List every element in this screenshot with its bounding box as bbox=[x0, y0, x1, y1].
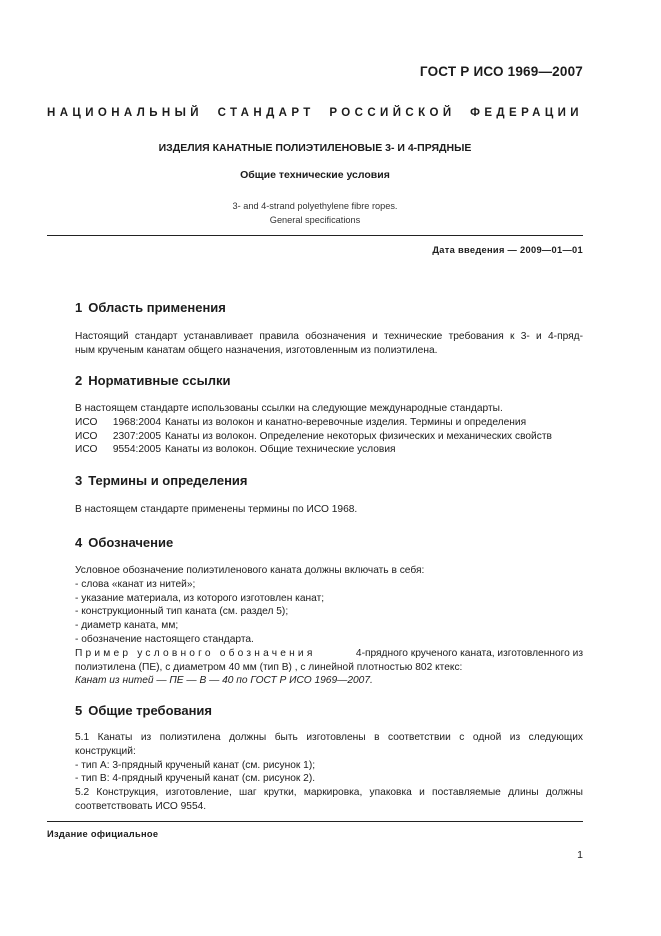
reference-row bbox=[75, 430, 583, 444]
section-2-text bbox=[75, 402, 583, 457]
reference-code: ИСО bbox=[75, 444, 98, 456]
document-title: ИЗДЕЛИЯ КАНАТНЫЕ ПОЛИЭТИЛЕНОВЫЕ 3- И 4-ПРЯДНЫЕ bbox=[158, 142, 472, 154]
section-title: Обозначение bbox=[88, 535, 174, 550]
example-designation: Канат из нитей — ПЕ — В — 40 по ГОСТ Р ИСО 1969—2007. bbox=[75, 675, 373, 687]
section-heading-1 bbox=[75, 300, 226, 315]
section-1-text bbox=[75, 330, 583, 358]
banner-word: СТАНДАРТ bbox=[217, 107, 315, 119]
list-item: - тип В: 4-прядный крученый канат (см. рисунок 2). bbox=[75, 773, 316, 785]
example-line bbox=[75, 647, 583, 661]
reference-title: Канаты из волокон. Общие технические условия bbox=[165, 444, 396, 456]
list-item: - диаметр каната, мм; bbox=[75, 620, 179, 632]
reference-row bbox=[75, 443, 583, 457]
english-title bbox=[47, 199, 583, 227]
banner-word: РОССИЙСКОЙ bbox=[329, 107, 456, 119]
reference-title: Канаты из волокон и канатно-веревочные изделия. Термины и определения bbox=[165, 416, 527, 428]
section-5-text bbox=[75, 731, 583, 814]
text-line: 5.1 Канаты из полиэтилена должны быть изготовлены в соответствии с одной из следующих bbox=[75, 732, 583, 743]
section-heading-2 bbox=[75, 373, 230, 388]
section-number: 4 bbox=[75, 535, 83, 550]
section-heading-5 bbox=[75, 703, 212, 718]
edition-note: Издание официальное bbox=[47, 829, 159, 839]
section-title: Область применения bbox=[88, 300, 226, 315]
example-text: 4-прядного крученого каната, изготовленного из bbox=[355, 647, 583, 659]
reference-title: Канаты из волокон. Определение некоторых физических и механических свойств bbox=[165, 430, 552, 442]
section-title: Термины и определения bbox=[88, 473, 248, 488]
text-line: Настоящий стандарт устанавливает правила обозначения и технические требования к 3- и 4-пряд- bbox=[75, 331, 583, 342]
text-line: ным крученым канатам общего назначения, изготовленным из полиэтилена. bbox=[75, 344, 438, 356]
text-line: 5.2 Конструкция, изготовление, шаг крутки, маркировка, упаковка и поставляемые длины должны bbox=[75, 787, 583, 799]
introduction-date: Дата введения — 2009—01—01 bbox=[432, 245, 583, 255]
reference-number: 2307:2005 bbox=[112, 430, 161, 442]
section-number: 1 bbox=[75, 300, 83, 315]
footer-divider bbox=[47, 821, 583, 822]
section-4-text bbox=[75, 564, 583, 688]
banner-word: НАЦИОНАЛЬНЫЙ bbox=[47, 107, 203, 119]
list-item: - обозначение настоящего стандарта. bbox=[75, 633, 254, 645]
example-line: полиэтилена (ПЕ), с диаметром 40 мм (тип В) , с линейной плотностью 802 ктекс: bbox=[75, 661, 463, 673]
section-number: 3 bbox=[75, 473, 83, 488]
list-item: - тип А: 3-прядный крученый канат (см. рисунок 1); bbox=[75, 759, 316, 771]
section-number: 5 bbox=[75, 703, 83, 718]
section-title: Общие требования bbox=[88, 703, 212, 718]
english-title-line: General specifications bbox=[269, 215, 361, 225]
reference-code: ИСО bbox=[75, 416, 98, 428]
english-title-line: 3- and 4-strand polyethylene fibre ropes. bbox=[232, 201, 398, 211]
text-line: В настоящем стандарте использованы ссылки на следующие международные стандарты. bbox=[75, 403, 503, 414]
reference-code: ИСО bbox=[75, 430, 98, 442]
document-subtitle: Общие технические условия bbox=[240, 169, 390, 181]
list-item: - слова «канат из нитей»; bbox=[75, 578, 196, 590]
section-heading-3 bbox=[75, 473, 248, 488]
text-line: конструкций: bbox=[75, 745, 136, 757]
section-title: Нормативные ссылки bbox=[88, 373, 231, 388]
list-item: - указание материала, из которого изготовлен канат; bbox=[75, 592, 325, 604]
text-line: Условное обозначение полиэтиленового каната должны включать в себя: bbox=[75, 565, 425, 576]
example-label: Пример условного обозначения bbox=[75, 647, 316, 659]
page-number: 1 bbox=[577, 849, 583, 861]
section-3-text bbox=[75, 503, 583, 517]
text-line: соответствовать ИСО 9554. bbox=[75, 800, 207, 812]
divider-line bbox=[47, 235, 583, 236]
national-standard-banner bbox=[47, 107, 583, 119]
banner-word: ФЕДЕРАЦИИ bbox=[470, 107, 583, 119]
reference-row bbox=[75, 416, 583, 430]
document-number: ГОСТ Р ИСО 1969—2007 bbox=[419, 64, 583, 79]
section-heading-4 bbox=[75, 535, 173, 550]
section-number: 2 bbox=[75, 373, 83, 388]
reference-number: 1968:2004 bbox=[112, 416, 161, 428]
list-item: - конструкционный тип каната (см. раздел 5); bbox=[75, 606, 289, 618]
text-line: В настоящем стандарте применены термины по ИСО 1968. bbox=[75, 504, 358, 515]
reference-number: 9554:2005 bbox=[112, 444, 161, 456]
